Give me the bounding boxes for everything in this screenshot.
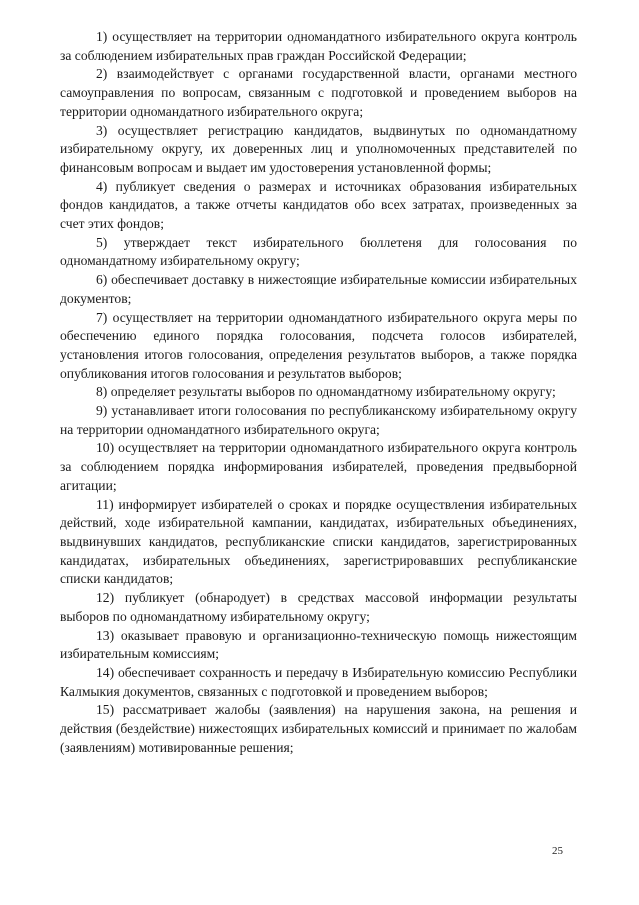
list-item-15: 15) рассматривает жалобы (заявления) на нарушения закона, на решения и действия (бездействие) нижестоящих избирательных комиссий и принимает по жалобам (заявлениям) мотивированные решения; (60, 702, 577, 755)
page-number: 25 (552, 845, 563, 857)
list-item-9: 9) устанавливает итоги голосования по республиканскому избирательному округу на территории одномандатного избирательного округа; (60, 403, 577, 437)
list-item-11: 11) информирует избирателей о сроках и порядке осуществления избирательных действий, ходе избирательной кампании, кандидатах, избирательных объединениях, выдвинувших кандидатов, республиканские списки кандидатов, зарегистрированных кандидатах, избирательных объединениях, зарегистрировавших республиканские списки кандидатов; (60, 496, 577, 587)
list-item-2: 2) взаимодействует с органами государственной власти, органами местного самоуправления по вопросам, связанным с подготовкой и проведением выборов на территории одномандатного избирательного округа; (60, 66, 577, 119)
list-item-6: 6) обеспечивает доставку в нижестоящие избирательные комиссии избирательных документов; (60, 272, 577, 306)
list-item-1: 1) осуществляет на территории одномандатного избирательного округа контроль за соблюдением избирательных прав граждан Российской Федерации; (60, 29, 577, 63)
list-item-14: 14) обеспечивает сохранность и передачу в Избирательную комиссию Республики Калмыкия документов, связанных с подготовкой и проведением выборов; (60, 664, 577, 699)
list-item-4: 4) публикует сведения о размерах и источниках образования избирательных фондов кандидатов, а также отчеты кандидатов обо всех затратах, произведенных за счет этих фондов; (60, 178, 577, 232)
list-item-5: 5) утверждает текст избирательного бюллетеня для голосования по одномандатному избирательному округу; (60, 234, 577, 269)
list-item-10: 10) осуществляет на территории одномандатного избирательного округа контроль за соблюдением порядка информирования избирателей, проведения предвыборной агитации; (60, 440, 577, 493)
list-item-3: 3) осуществляет регистрацию кандидатов, выдвинутых по одномандатному избирательному округу, их доверенных лиц и уполномоченных представителей по финансовым вопросам и выдает им удостоверения установленной формы; (60, 122, 577, 175)
list-item-7: 7) осуществляет на территории одномандатного избирательного округа меры по обеспечению единого порядка голосования, подсчета голосов избирателей, установления итогов голосования, определения результатов выборов, а также порядка опубликования итогов голосования и результатов выборов; (60, 309, 577, 381)
list-item-12: 12) публикует (обнародует) в средствах массовой информации результаты выборов по одномандатному избирательному округу; (60, 590, 577, 624)
list-item-8: 8) определяет результаты выборов по одномандатному избирательному округу; (96, 384, 556, 400)
list-item-13: 13) оказывает правовую и организационно-техническую помощь нижестоящим избирательным комиссиям; (60, 627, 577, 662)
document-body (60, 28, 577, 757)
